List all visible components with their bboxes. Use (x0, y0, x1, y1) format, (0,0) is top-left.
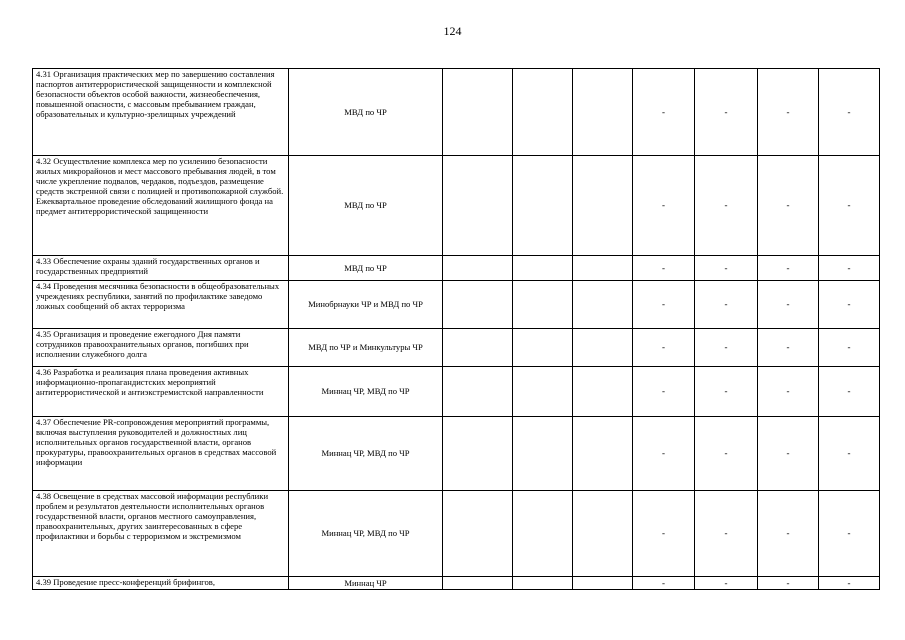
value-cell: - (695, 281, 758, 329)
value-cell: - (695, 256, 758, 281)
value-cell: - (819, 577, 880, 590)
table-body (33, 69, 880, 590)
value-cell (573, 329, 633, 367)
value-cell: - (819, 281, 880, 329)
value-cell (573, 417, 633, 491)
value-cell: - (819, 156, 880, 256)
value-cell: - (695, 69, 758, 156)
value-cell (513, 156, 573, 256)
value-cell (443, 156, 513, 256)
value-cell: - (758, 281, 819, 329)
value-cell (573, 491, 633, 577)
value-cell: - (819, 367, 880, 417)
measure-cell: 4.37 Обеспечение PR-сопровождения мероприятий программы, включая выступления руководителей и должностных лиц исполнительных органов государственной власти, органов прокуратуры, правоохранительных органов в средствах массовой информации (33, 417, 289, 491)
value-cell: - (758, 417, 819, 491)
value-cell: - (633, 69, 695, 156)
value-cell (443, 329, 513, 367)
measure-cell: 4.38 Освещение в средствах массовой информации республики проблем и результатов деятельности исполнительных органов государственной власти, органов местного самоуправления, правоохранительных, других заинтересованных в сфере профилактики и борьбы с терроризмом и экстремизмом (33, 491, 289, 577)
value-cell: - (758, 577, 819, 590)
value-cell: - (819, 491, 880, 577)
value-cell: - (633, 281, 695, 329)
value-cell: - (633, 491, 695, 577)
value-cell: - (819, 256, 880, 281)
value-cell: - (758, 69, 819, 156)
executor-cell: МВД по ЧР и Минкультуры ЧР (289, 329, 443, 367)
value-cell (443, 281, 513, 329)
value-cell (443, 417, 513, 491)
value-cell (513, 367, 573, 417)
measure-cell: 4.34 Проведения месячника безопасности в общеобразовательных учреждениях республики, занятий по профилактике заведомо ложных сообщений об актах терроризма (33, 281, 289, 329)
table-row (33, 367, 880, 417)
value-cell: - (633, 329, 695, 367)
page-number: 124 (443, 24, 462, 38)
value-cell: - (758, 491, 819, 577)
value-cell: - (819, 69, 880, 156)
measure-cell: 4.36 Разработка и реализация плана проведения активных информационно-пропагандистских мероприятий антитеррористической и антиэкстремистской направленности (33, 367, 289, 417)
value-cell (573, 281, 633, 329)
measure-cell: 4.33 Обеспечение охраны зданий государственных органов и государственных предприятий (33, 256, 289, 281)
table-row (33, 256, 880, 281)
executor-cell: МВД по ЧР (289, 156, 443, 256)
executor-cell: Миннац ЧР, МВД по ЧР (289, 491, 443, 577)
table-row (33, 281, 880, 329)
executor-cell: Миннац ЧР (289, 577, 443, 590)
measures-table (32, 68, 880, 590)
table-row (33, 329, 880, 367)
value-cell: - (695, 156, 758, 256)
value-cell: - (758, 256, 819, 281)
measure-cell: 4.32 Осуществление комплекса мер по усилению безопасности жилых микрорайонов и мест массового пребывания людей, в том числе укрепление подвалов, чердаков, подъездов, размещение средств экстренной связи с полицией и противопожарной службой. Ежеквартальное проведение обследований жилищного фонда на предмет антитеррористической защищенности (33, 156, 289, 256)
measure-cell: 4.39 Проведение пресс-конференций брифингов, (33, 577, 289, 590)
executor-cell: Миннац ЧР, МВД по ЧР (289, 417, 443, 491)
value-cell (573, 577, 633, 590)
value-cell: - (633, 156, 695, 256)
executor-cell: МВД по ЧР (289, 69, 443, 156)
value-cell (513, 256, 573, 281)
value-cell: - (633, 417, 695, 491)
table-row (33, 577, 880, 590)
value-cell: - (819, 417, 880, 491)
value-cell (573, 156, 633, 256)
measure-cell: 4.35 Организация и проведение ежегодного Дня памяти сотрудников правоохранительных органов, погибших при исполнении служебного долга (33, 329, 289, 367)
value-cell (513, 281, 573, 329)
value-cell: - (633, 256, 695, 281)
value-cell (443, 256, 513, 281)
value-cell (573, 69, 633, 156)
value-cell (573, 256, 633, 281)
value-cell (513, 329, 573, 367)
value-cell (443, 367, 513, 417)
value-cell (443, 69, 513, 156)
value-cell: - (758, 367, 819, 417)
table-row (33, 491, 880, 577)
executor-cell: Минобрнауки ЧР и МВД по ЧР (289, 281, 443, 329)
table-row (33, 156, 880, 256)
table-row (33, 417, 880, 491)
value-cell: - (819, 329, 880, 367)
value-cell: - (633, 577, 695, 590)
value-cell (513, 491, 573, 577)
value-cell: - (695, 577, 758, 590)
value-cell (573, 367, 633, 417)
value-cell (513, 69, 573, 156)
value-cell (513, 417, 573, 491)
value-cell (513, 577, 573, 590)
value-cell: - (695, 417, 758, 491)
table-row (33, 69, 880, 156)
value-cell: - (695, 367, 758, 417)
value-cell (443, 577, 513, 590)
executor-cell: Миннац ЧР, МВД по ЧР (289, 367, 443, 417)
value-cell: - (633, 367, 695, 417)
value-cell: - (695, 329, 758, 367)
value-cell (443, 491, 513, 577)
executor-cell: МВД по ЧР (289, 256, 443, 281)
value-cell: - (758, 329, 819, 367)
value-cell: - (758, 156, 819, 256)
measure-cell: 4.31 Организация практических мер по завершению составления паспортов антитеррористической защищенности и комплексной безопасности объектов особой важности, жизнеобеспечения, повышенной опасности, с массовым пребыванием граждан, образовательных и культурно-зрелищных учреждений (33, 69, 289, 156)
value-cell: - (695, 491, 758, 577)
